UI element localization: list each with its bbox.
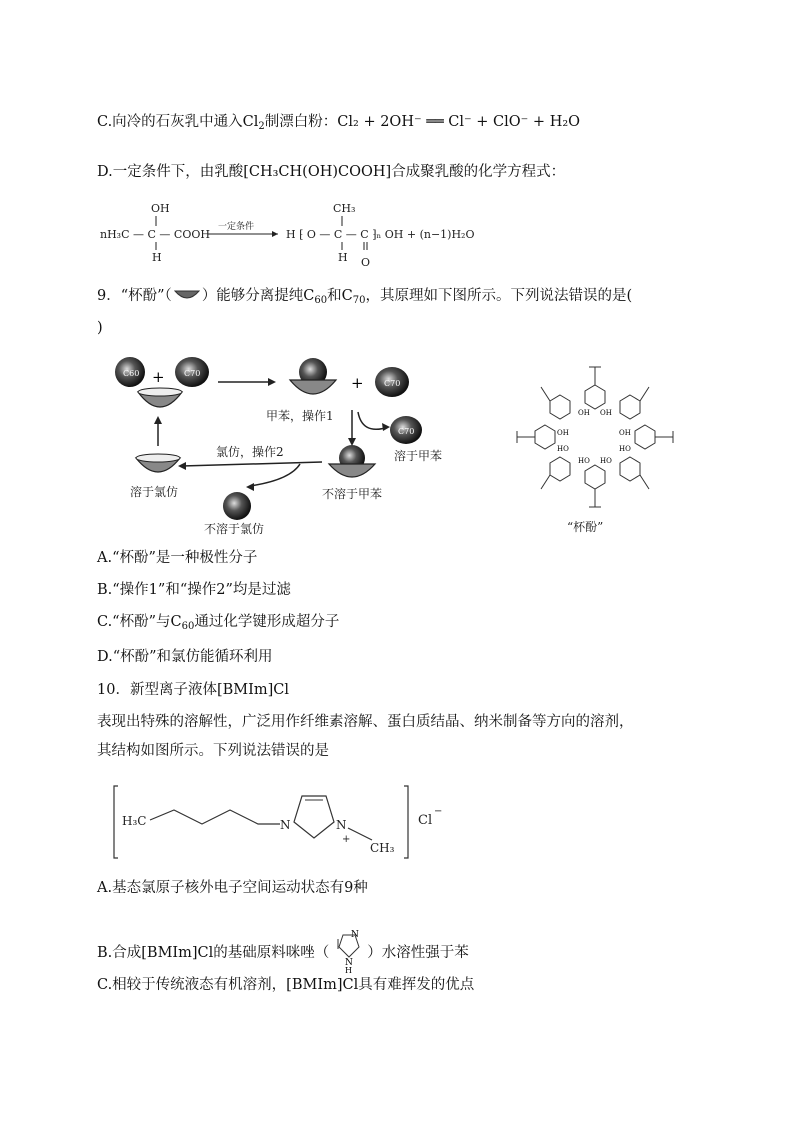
svg-text:HO: HO [600,457,612,465]
question-10-stem-3: 其结构如图所示。下列说法错误的是 [97,743,329,759]
option-10c: C.相较于传统液态有机溶剂，[BMIm]Cl具有难挥发的优点 [97,977,475,993]
eq-right: H ⁅ O — C — C ⁆ₙ OH + (n−1)H₂O [286,228,475,241]
imidazole-structure [329,927,367,973]
svg-text:−: − [434,806,443,817]
svg-text:C70: C70 [384,379,401,388]
eq-ch3: CH₃ [333,202,356,215]
svg-text:C70: C70 [184,369,201,378]
option-8d: D.一定条件下，由乳酸[CH₃CH(OH)COOH]合成聚乳酸的化学方程式： [97,164,566,180]
c60-ball-icon [115,357,145,387]
label-toluene-op1: 甲苯，操作1 [266,409,334,423]
eq-left: nH₃C — C — COOH [100,228,210,241]
bowl-with-c60-icon [329,445,375,477]
option-9d: D.“杯酚”和氯仿能循环利用 [97,649,273,665]
c60-insoluble-ball-icon [223,492,251,520]
svg-text:Cl: Cl [418,813,433,828]
question-9-stem-cont: ) [97,320,103,336]
bmim-cl-structure [112,782,462,864]
label-dissolve-chloroform: 溶于氯仿 [130,485,179,499]
question-10-stem: 10．新型离子液体[BMIm]Cl [97,682,289,698]
svg-text:CH₃: CH₃ [370,841,395,855]
eq-oh: OH [151,202,170,215]
c70-ball-icon [375,367,409,397]
svg-text:HO: HO [619,445,631,453]
calixarene-bowl-icon [138,388,182,407]
svg-text:HO: HO [557,445,569,453]
question-9-stem: 9．“杯酚”（ ）能够分离提纯$C_{60}$和$C_{70}$，其原理如下图所示。下列说法错误的是( [97,288,633,306]
option-9b: B.“操作1”和“操作2”均是过滤 [97,582,291,598]
option-9c: C.“杯酚”与$C_{60}$通过化学键形成超分子 [97,614,340,632]
svg-text:H: H [345,966,353,973]
svg-text:OH: OH [557,429,569,437]
plus-sign: + [351,374,364,392]
eq-condition: 一定条件 [218,222,255,232]
svg-text:N: N [345,958,354,968]
eq-h2: H [338,251,348,264]
svg-text:N: N [336,818,347,832]
label-insoluble-chloroform: 不溶于氯仿 [204,522,265,536]
c70-ball-icon [175,357,209,387]
calixarene-bowl-icon [172,288,202,302]
question-10-stem-2: 表现出特殊的溶解性，广泛用作纤维素溶解、蛋白质结晶、纳米制备等方向的溶剂， [97,714,634,730]
equation-8c: Cl₂ + 2OH⁻ ══ Cl⁻ + ClO⁻ + H₂O [337,114,581,130]
option-10b: B.合成[BMIm]Cl的基础原料咪唑（ N N H ）水溶性强于苯 [97,927,469,973]
svg-text:OH: OH [578,409,590,417]
label-insoluble-toluene: 不溶于甲苯 [322,487,383,501]
eq-h: H [152,251,162,264]
bowl-with-c60-icon [290,358,336,394]
svg-text:OH: OH [600,409,612,417]
svg-text:N: N [280,818,291,832]
option-8c: C.向冷的石灰乳中通入$Cl_2$制漂白粉：Cl₂ + 2OH⁻ ══ Cl⁻ + ClO⁻ + H₂O [97,114,581,132]
option-10a: A.基态氯原子核外电子空间运动状态有9种 [97,880,368,896]
option-9a: A.“杯酚”是一种极性分子 [97,550,258,566]
calixarene-structure [505,355,685,535]
svg-text:OH: OH [619,429,631,437]
svg-text:C60: C60 [123,369,140,378]
eq-o: O [361,256,371,269]
c70-dissolved-ball-icon [390,416,422,444]
separation-diagram [100,350,470,540]
calixarene-caption: “杯酚” [567,520,604,534]
svg-text:C70: C70 [398,427,415,436]
svg-text:+: + [342,834,351,845]
svg-text:HO: HO [578,457,590,465]
svg-text:H₃C: H₃C [122,814,147,828]
svg-text:N: N [351,930,360,940]
polylactic-acid-equation [96,198,496,270]
label-chloroform-op2: 氯仿，操作2 [216,445,284,459]
label-dissolve-toluene: 溶于甲苯 [394,449,443,463]
calixarene-bowl-icon [136,454,180,472]
plus-sign: + [152,368,165,386]
